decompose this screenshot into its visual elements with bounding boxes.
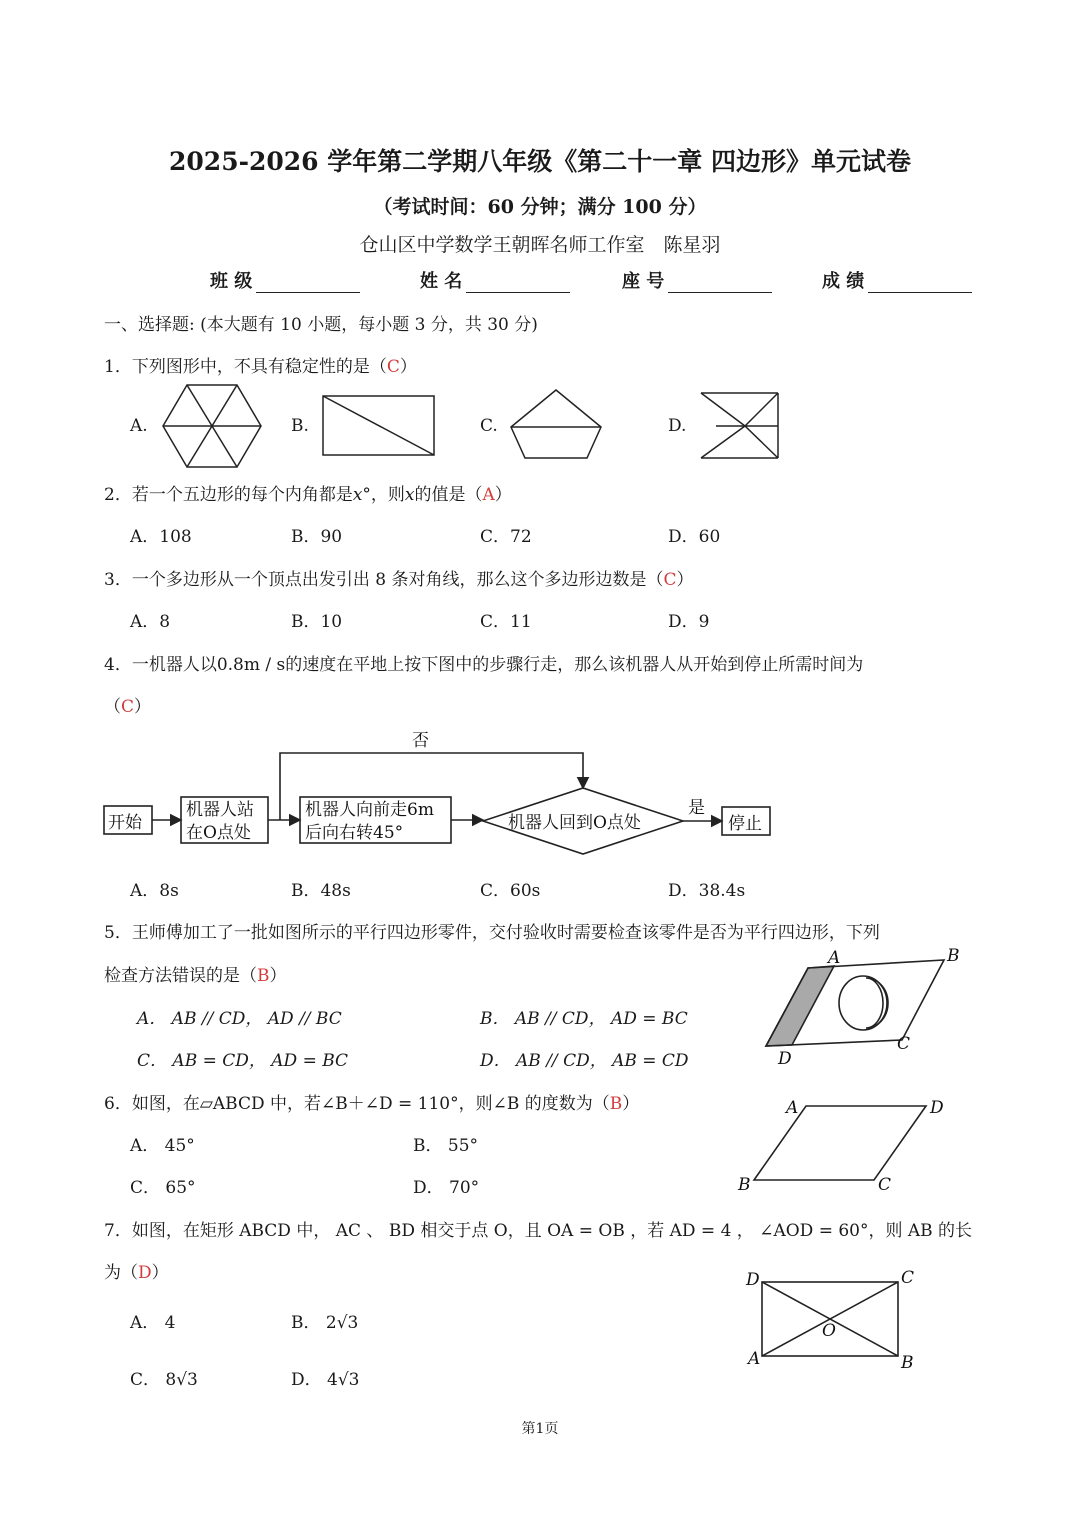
- q4-open: （: [104, 697, 121, 717]
- q1-option-a: A.: [130, 416, 148, 436]
- exam-title: 2025-2026 学年第二学期八年级《第二十一章 四边形》单元试卷: [169, 147, 911, 176]
- q7-label-c: C: [901, 1268, 915, 1288]
- q4-stem: 4．一机器人以0.8m / s的速度在平地上按下图中的步骤行走，那么该机器人从开始到停止所需时间为: [104, 655, 864, 675]
- q5-option-d: D． AB // CD， AB = CD: [480, 1051, 689, 1071]
- q2-text-c: 的值是（: [414, 485, 483, 505]
- q4-option-a: A．8s: [130, 881, 179, 901]
- q2-close: ）: [494, 485, 512, 505]
- q2-text-b: °，则: [362, 485, 405, 505]
- q3-text: 3．一个多边形从一个顶点出发引出 8 条对角线，那么这个多边形边数是（: [104, 570, 664, 590]
- name-label: 姓 名: [420, 271, 463, 292]
- q7-option-c: C． 8√3: [130, 1370, 198, 1390]
- q1-option-c: C.: [480, 416, 498, 436]
- q5-label-a: A: [828, 948, 841, 968]
- flow-yes-label: 是: [688, 798, 705, 818]
- q6-option-c: C． 65°: [130, 1178, 196, 1198]
- q3-close: ）: [676, 570, 694, 590]
- q5-label-c: C: [897, 1034, 911, 1054]
- q6-label-d: D: [930, 1098, 944, 1118]
- q4-option-c: C．60s: [480, 881, 541, 901]
- q4-answer: C: [121, 697, 135, 717]
- q4-option-d: D．38.4s: [668, 881, 746, 901]
- q5-option-b: B． AB // CD， AD = BC: [480, 1009, 688, 1029]
- exam-subtitle: （考试时间：60 分钟；满分 100 分）: [373, 196, 707, 218]
- q1-answer: C: [386, 357, 400, 377]
- page-number: 第1页: [521, 1421, 559, 1437]
- seat-label: 座 号: [622, 271, 665, 292]
- q5-option-c: C． AB = CD， AD = BC: [137, 1051, 349, 1071]
- flow-box2-line1: 机器人向前走6m: [305, 800, 434, 820]
- q6-option-b: B． 55°: [413, 1136, 479, 1156]
- q2-var-x: x: [352, 485, 363, 505]
- q7-label-a: A: [748, 1349, 761, 1369]
- q5-answer: B: [257, 966, 270, 986]
- q3-answer: C: [663, 570, 677, 590]
- q4-option-b: B．48s: [291, 881, 351, 901]
- flow-diamond-label: 机器人回到O点处: [508, 813, 641, 833]
- q7-label-b: B: [901, 1353, 914, 1373]
- q3-option-a: A．8: [130, 612, 171, 632]
- score-label: 成 绩: [822, 271, 865, 292]
- exam-author: 仓山区中学数学王朝晖名师工作室 陈星羽: [359, 234, 721, 256]
- section-heading: 一、选择题: (本大题有 10 小题，每小题 3 分，共 30 分): [104, 315, 538, 335]
- q7-label-o: O: [822, 1321, 836, 1341]
- q2-answer: A: [482, 485, 495, 505]
- q1-text: 1．下列图形中，不具有稳定性的是（: [104, 357, 387, 377]
- q6-option-a: A． 45°: [130, 1136, 195, 1156]
- q6-label-b: B: [738, 1175, 751, 1195]
- q4-close: ）: [134, 697, 152, 717]
- q3-option-c: C．11: [480, 612, 532, 632]
- q7-option-d: D． 4√3: [291, 1370, 360, 1390]
- q7-stem-line1: 7．如图，在矩形 ABCD 中， AC 、 BD 相交于点 O，且 OA = OB ，若 AD = 4 ， ∠AOD = 60°，则 AB 的长: [104, 1221, 973, 1241]
- q2-text-a: 2．若一个五边形的每个内角都是: [104, 485, 353, 505]
- flow-no-label: 否: [412, 731, 429, 751]
- q7-option-b: B． 2√3: [291, 1313, 359, 1333]
- q6-close: ）: [622, 1094, 640, 1114]
- flow-box2-line2: 后向右转45°: [305, 823, 404, 843]
- q2-option-b: B．90: [291, 527, 343, 547]
- q6-answer: B: [609, 1094, 623, 1114]
- q1-option-b: B.: [291, 416, 309, 436]
- q5-text: 检查方法错误的是（: [104, 966, 257, 986]
- q7-answer: D: [138, 1263, 152, 1283]
- flow-box1-line1: 机器人站: [186, 800, 254, 820]
- q1-close: ）: [399, 357, 417, 377]
- q7-label-d: D: [746, 1270, 760, 1290]
- q2-var-x2: x: [404, 485, 415, 505]
- class-label: 班 级: [210, 271, 253, 292]
- q5-label-d: D: [778, 1049, 792, 1069]
- q6-label-a: A: [786, 1098, 799, 1118]
- q6-option-d: D． 70°: [413, 1178, 480, 1198]
- q3-option-b: B．10: [291, 612, 343, 632]
- q6-label-c: C: [878, 1175, 892, 1195]
- q7-close: ）: [151, 1263, 169, 1283]
- q2-option-d: D．60: [668, 527, 721, 547]
- q2-option-a: A．108: [130, 527, 192, 547]
- flow-start-label: 开始: [108, 813, 142, 833]
- flow-box1-line2: 在O点处: [186, 823, 251, 843]
- q6-text: 6．如图，在▱ABCD 中，若∠B＋∠D = 110°，则∠B 的度数为（: [104, 1094, 610, 1114]
- q1-option-d: D.: [668, 416, 687, 436]
- q5-option-a: A． AB // CD， AD // BC: [137, 1009, 342, 1029]
- q7-option-a: A． 4: [130, 1313, 176, 1333]
- q7-text: 为（: [104, 1263, 138, 1283]
- q5-stem-line1: 5．王师傅加工了一批如图所示的平行四边形零件，交付验收时需要检查该零件是否为平行四边形，下列: [104, 923, 880, 943]
- q2-option-c: C．72: [480, 527, 532, 547]
- flow-stop-label: 停止: [728, 814, 762, 834]
- q5-close: ）: [269, 966, 287, 986]
- q3-option-d: D．9: [668, 612, 710, 632]
- q5-label-b: B: [947, 946, 960, 966]
